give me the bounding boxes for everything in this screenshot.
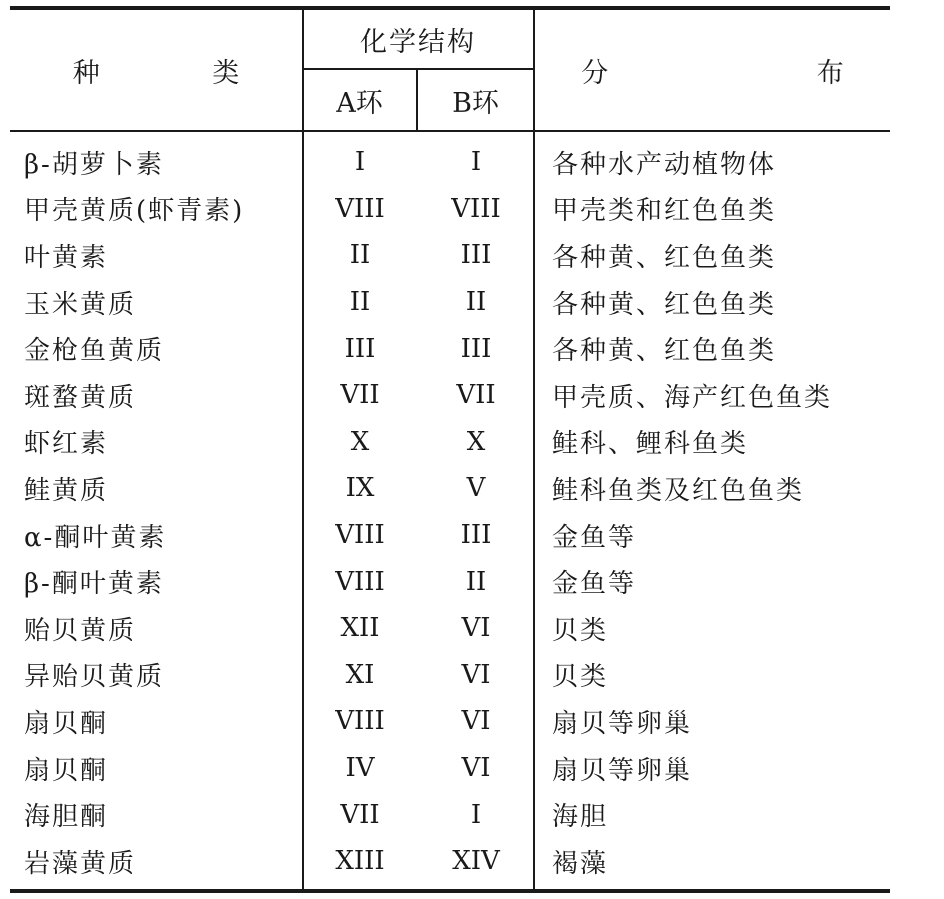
ring-b-cell: VI xyxy=(461,706,491,737)
ring-b-cell: VI xyxy=(461,659,491,690)
ring-a-cell: III xyxy=(344,333,376,364)
header-species-label: 种 类 xyxy=(72,57,292,89)
distribution-cell: 贝类 xyxy=(552,662,609,693)
species-cell: 斑蝥黄质 xyxy=(24,382,137,413)
ring-b-cell: XIV xyxy=(452,846,500,877)
distribution-cell: 扇贝等卵巢 xyxy=(552,755,693,786)
ring-b-cell: III xyxy=(460,520,492,551)
ring-b-cell: VII xyxy=(456,380,496,411)
ring-a-cell: VIII xyxy=(335,706,385,737)
distribution-cell: 各种黄、红色鱼类 xyxy=(552,336,777,367)
ring-a-cell: VIII xyxy=(335,520,385,551)
ring-b-cell: X xyxy=(466,426,486,457)
header-distribution-label: 分 布 xyxy=(581,57,944,89)
header-bottom-rule xyxy=(10,130,890,132)
ring-a-cell: VII xyxy=(340,799,380,830)
distribution-cell: 甲壳类和红色鱼类 xyxy=(552,196,777,227)
distribution-cell: 扇贝等卵巢 xyxy=(552,708,693,739)
table-bottom-rule xyxy=(10,889,890,893)
ring-b-cell: III xyxy=(460,240,492,271)
species-cell: 海胆酮 xyxy=(24,802,109,833)
header-distribution xyxy=(535,10,944,130)
distribution-cell: 金鱼等 xyxy=(552,569,637,600)
species-cell: 鲑黄质 xyxy=(24,475,109,506)
species-cell: 岩藻黄质 xyxy=(24,848,137,879)
distribution-cell: 鲑科鱼类及红色鱼类 xyxy=(552,475,805,506)
distribution-cell: 褐藻 xyxy=(552,848,609,879)
species-cell: 金枪鱼黄质 xyxy=(24,336,165,367)
ring-a-cell: XI xyxy=(345,659,375,690)
ring-a-cell: VIII xyxy=(335,193,385,224)
ring-b-cell: VI xyxy=(461,753,491,784)
ring-b-cell: I xyxy=(470,147,482,178)
ring-b-cell: I xyxy=(470,799,482,830)
distribution-cell: 海胆 xyxy=(552,802,609,833)
ring-a-cell: I xyxy=(354,147,366,178)
header-ring-a xyxy=(303,70,416,130)
header-structure-label: 化学结构 xyxy=(360,26,476,58)
ring-a-cell: VII xyxy=(340,380,380,411)
species-cell: 扇贝酮 xyxy=(24,708,109,739)
species-cell: 虾红素 xyxy=(24,429,109,460)
header-structure xyxy=(303,10,533,68)
species-cell: 叶黄素 xyxy=(24,242,109,273)
species-cell: α-酮叶黄素 xyxy=(24,522,167,553)
ring-b-cell: VIII xyxy=(451,193,501,224)
ring-b-cell: V xyxy=(466,473,486,504)
distribution-cell: 各种水产动植物体 xyxy=(552,149,777,180)
header-ring-b-label: B环 xyxy=(452,87,499,119)
header-ring-b xyxy=(418,70,533,130)
ring-a-cell: X xyxy=(350,426,370,457)
ring-a-cell: IX xyxy=(345,473,375,504)
distribution-cell: 贝类 xyxy=(552,615,609,646)
ring-b-cell: II xyxy=(465,566,487,597)
ring-a-cell: IV xyxy=(345,753,375,784)
species-cell: 贻贝黄质 xyxy=(24,615,137,646)
distribution-cell: 各种黄、红色鱼类 xyxy=(552,289,777,320)
header-ring-a-label: A环 xyxy=(336,87,383,119)
distribution-cell: 甲壳质、海产红色鱼类 xyxy=(552,382,833,413)
distribution-cell: 鲑科、鲤科鱼类 xyxy=(552,429,749,460)
ring-b-cell: III xyxy=(460,333,492,364)
ring-a-cell: XIII xyxy=(335,846,385,877)
species-cell: β-胡萝卜素 xyxy=(24,149,164,180)
species-cell: 甲壳黄质(虾青素) xyxy=(24,196,245,227)
distribution-cell: 各种黄、红色鱼类 xyxy=(552,242,777,273)
ring-a-cell: II xyxy=(349,287,371,318)
ring-a-cell: VIII xyxy=(335,566,385,597)
ring-a-cell: XII xyxy=(340,613,380,644)
ring-b-cell: II xyxy=(465,287,487,318)
header-species xyxy=(10,10,302,130)
species-cell: 玉米黄质 xyxy=(24,289,137,320)
species-cell: β-酮叶黄素 xyxy=(24,569,164,600)
ring-a-cell: II xyxy=(349,240,371,271)
ring-b-cell: VI xyxy=(461,613,491,644)
distribution-cell: 金鱼等 xyxy=(552,522,637,553)
species-cell: 扇贝酮 xyxy=(24,755,109,786)
species-cell: 异贻贝黄质 xyxy=(24,662,165,693)
